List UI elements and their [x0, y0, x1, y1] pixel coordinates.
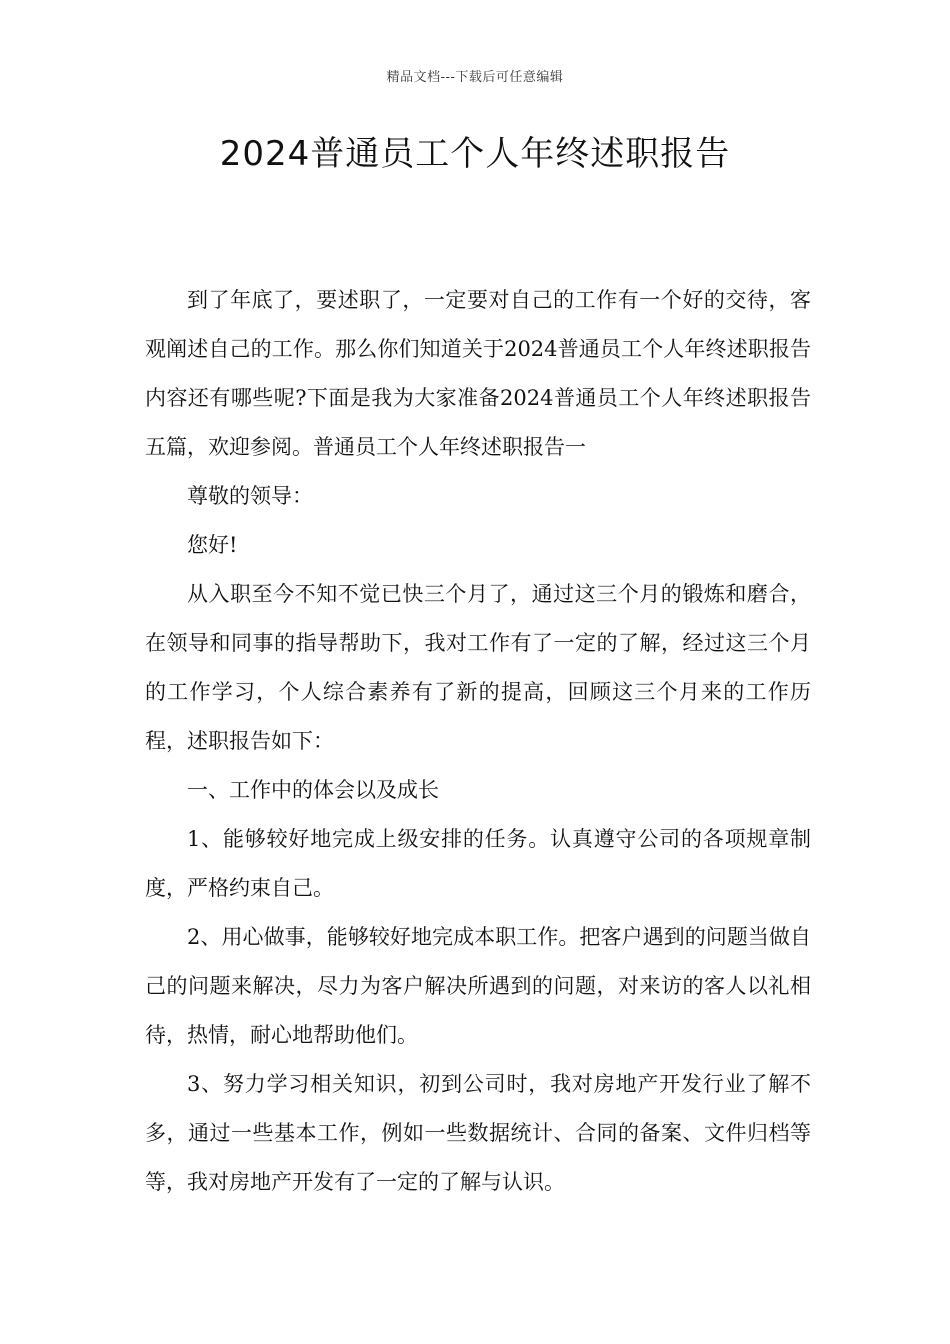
paragraph-intro: 到了年底了，要述职了，一定要对自己的工作有一个好的交待，客观阐述自己的工作。那么你们知道关于2024普通员工个人年终述职报告内容还有哪些呢?下面是我为大家准备2024普通员工个人年终述职报告五篇，欢迎参阅。普通员工个人年终述职报告一: [145, 288, 811, 459]
section-heading-1: 一、工作中的体会以及成长: [187, 778, 439, 802]
list-item-1: 1、能够较好地完成上级安排的任务。认真遵守公司的各项规章制度，严格约束自己。: [145, 827, 811, 900]
header-note: 精品文档---下载后可任意编辑: [386, 70, 564, 85]
list-item-3: 3、努力学习相关知识，初到公司时，我对房地产开发行业了解不多，通过一些基本工作，例如一些数据统计、合同的备案、文件归档等等，我对房地产开发有了一定的了解与认识。: [145, 1072, 811, 1194]
document-title: 2024普通员工个人年终述职报告: [219, 134, 731, 174]
list-item-2: 2、用心做事，能够较好地完成本职工作。把客户遇到的问题当做自己的问题来解决，尽力为客户解决所遇到的问题，对来访的客人以礼相待，热情，耐心地帮助他们。: [145, 925, 811, 1047]
paragraph-salutation: 尊敬的领导：: [187, 484, 313, 508]
paragraph-overview: 从入职至今不知不觉已快三个月了，通过这三个月的锻炼和磨合，在领导和同事的指导帮助下，我对工作有了一定的了解，经过这三个月的工作学习，个人综合素养有了新的提高，回顾这三个月来的工作历程，述职报告如下：: [145, 582, 811, 753]
document-body: [145, 276, 811, 1207]
paragraph-greeting: 您好!: [187, 533, 238, 557]
